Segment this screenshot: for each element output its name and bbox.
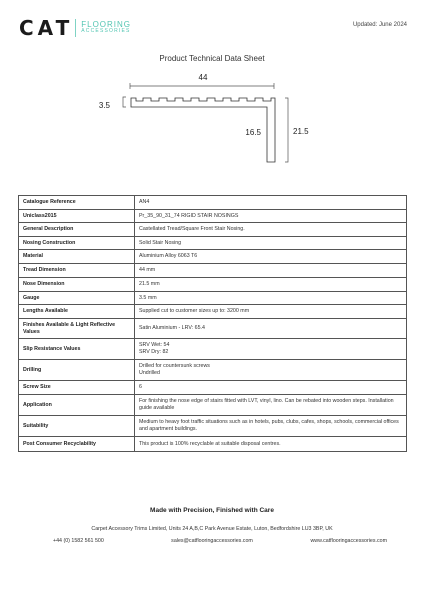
height-bracket: [285, 98, 288, 162]
spec-value: [135, 250, 407, 264]
spec-value-line: 3.5 mm: [139, 294, 157, 301]
spec-value-line: For finishing the nose edge of stairs fitted with LVT, vinyl, lino. Can be rebated into wooden steps. Installation guide available: [139, 398, 394, 411]
spec-label: Screw Size: [19, 381, 135, 395]
table-row: [19, 395, 407, 416]
spec-value-line-2: Undrilled: [139, 370, 160, 376]
spec-value: [135, 395, 407, 416]
spec-label: Catalogue Reference: [19, 196, 135, 210]
spec-label: Uniclass2015: [19, 210, 135, 223]
spec-value: [135, 210, 407, 223]
profile-drawing: [0, 0, 424, 190]
table-row: [19, 264, 407, 278]
logo-line-1: FLOORING: [81, 20, 132, 29]
spec-value: [135, 360, 407, 381]
spec-value-line: Drilled for countersunk screws: [139, 363, 210, 369]
spec-table-body: [19, 196, 407, 452]
spec-value-line: Supplied cut to customer sizes up to: 3200 mm: [139, 308, 250, 314]
spec-value-line: 21.5 mm: [139, 281, 160, 287]
table-row: [19, 250, 407, 264]
spec-label: Suitability: [19, 416, 135, 437]
table-row: [19, 339, 407, 360]
spec-value-line: AN4: [139, 199, 150, 205]
spec-value-line: Satin Aluminium - LRV: 65.4: [139, 325, 205, 331]
spec-label: Nosing Construction: [19, 237, 135, 250]
logo-line-2: ACCESSORIES: [81, 28, 131, 34]
table-row: [19, 360, 407, 381]
height-label: 21.5: [293, 127, 309, 136]
spec-label: Application: [19, 395, 135, 416]
spec-label: Material: [19, 250, 135, 264]
logo-brand-text: CAT: [19, 16, 74, 40]
spec-label: Gauge: [19, 292, 135, 305]
spec-label: Finishes Available & Light Reflective Values: [19, 319, 135, 339]
tagline: Made with Precision, Finished with Care: [150, 507, 274, 514]
spec-value-line: Medium to heavy foot traffic situations such as in hotels, pubs, clubs, cafes, shops, schools, commercial offices and apartment buildings.: [139, 419, 399, 432]
spec-label: Nose Dimension: [19, 278, 135, 292]
spec-value-line: Castellated Tread/Square Front Stair Nosing.: [139, 226, 245, 232]
table-row: [19, 237, 407, 250]
spec-value: [135, 278, 407, 292]
spec-value-line: Aluminium Alloy 6063 T6: [139, 253, 198, 259]
spec-value: [135, 237, 407, 250]
company-address: Carpet Accessory Trims Limited, Units 24 A,B,C Park Avenue Estate, Luton, Bedfordshire LU3 3BP, UK: [91, 526, 333, 532]
table-row: [19, 437, 407, 452]
gauge-label: 3.5: [98, 101, 110, 110]
page-title: Product Technical Data Sheet: [159, 54, 265, 63]
table-row: [19, 223, 407, 237]
table-row: [19, 381, 407, 395]
spec-label: Post Consumer Recyclability: [19, 437, 135, 452]
spec-value: [135, 223, 407, 237]
table-row: [19, 278, 407, 292]
spec-label: Slip Resistance Values: [19, 339, 135, 360]
spec-value: [135, 339, 407, 360]
width-label: 44: [198, 73, 208, 82]
spec-label: Lengths Available: [19, 305, 135, 319]
spec-value-line: Solid Stair Nosing: [139, 239, 182, 246]
phone-number: +44 (0) 1582 561 500: [53, 538, 104, 544]
spec-value: [135, 381, 407, 395]
spec-value: [135, 437, 407, 452]
spec-label: Tread Dimension: [19, 264, 135, 278]
table-row: [19, 196, 407, 210]
spec-value-line-2: SRV Dry: 82: [139, 349, 169, 355]
website-link[interactable]: www.catflooringaccessories.com: [310, 538, 387, 544]
spec-value: [135, 416, 407, 437]
spec-value: [135, 292, 407, 305]
table-row: [19, 416, 407, 437]
table-row: [19, 305, 407, 319]
email-link[interactable]: sales@catflooringaccessories.com: [171, 538, 253, 544]
spec-value: [135, 196, 407, 210]
spec-label: Drilling: [19, 360, 135, 381]
spec-label: General Description: [19, 223, 135, 237]
table-row: [19, 319, 407, 339]
spec-value: [135, 305, 407, 319]
gauge-bracket: [123, 97, 126, 107]
spec-value: [135, 264, 407, 278]
spec-value-line: 44 mm: [139, 267, 156, 273]
spec-value-line: This product is 100% recyclable at suitable disposal centres.: [139, 440, 281, 447]
table-row: [19, 292, 407, 305]
spec-value: [135, 319, 407, 339]
spec-value-line: 6: [139, 384, 142, 390]
spec-value-line: Pr_35_90_31_74 RIGID STAIR NOSINGS: [139, 212, 239, 219]
spec-value-line: SRV Wet: 54: [139, 342, 170, 348]
spec-table: [18, 195, 407, 452]
inner-height-label: 16.5: [245, 128, 261, 137]
updated-date: Updated: June 2024: [352, 22, 407, 28]
table-row: [19, 210, 407, 223]
